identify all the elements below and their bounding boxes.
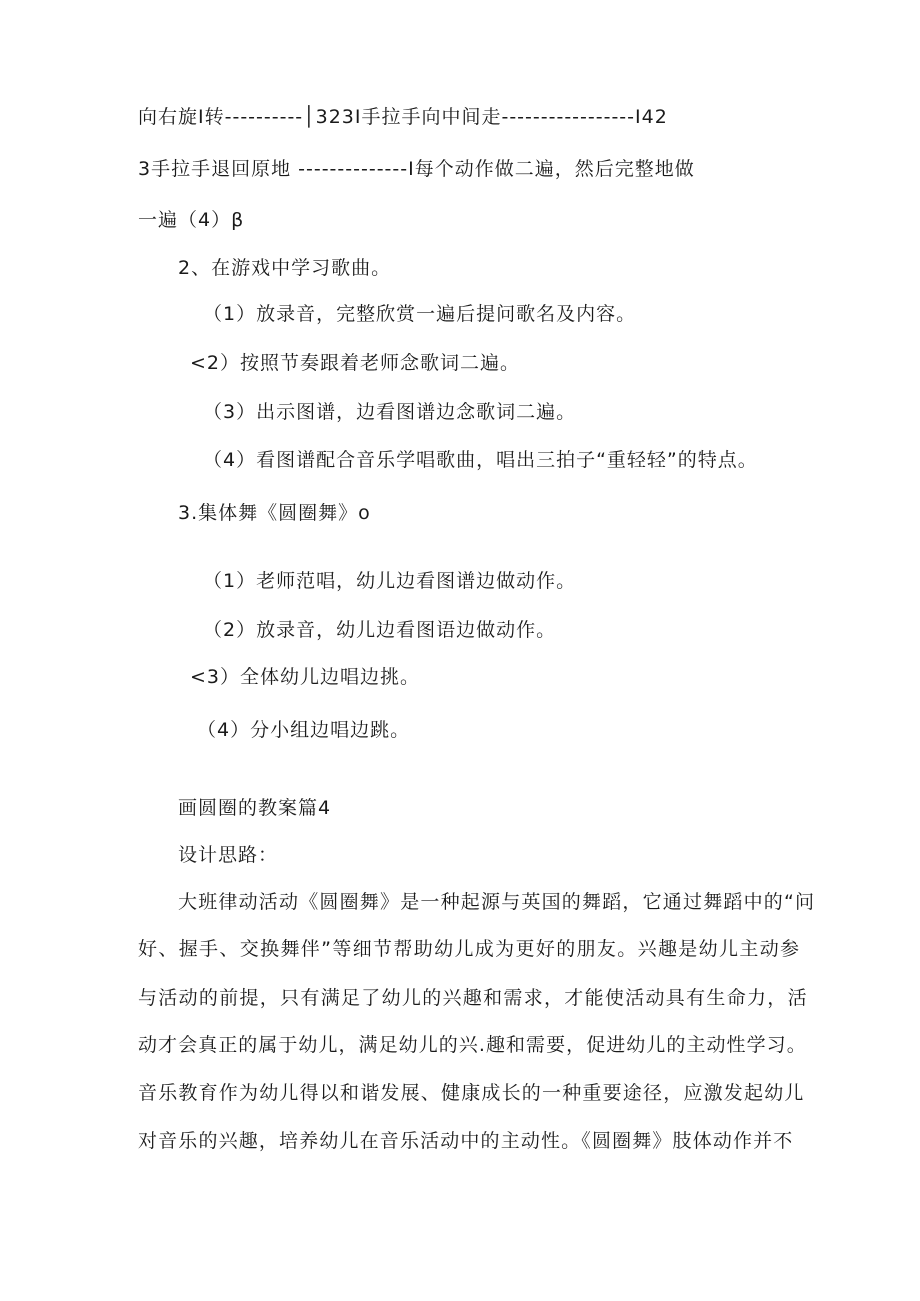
paragraph-line: 与活动的前提，只有满足了幼儿的兴趣和需求，才能使活动具有生命力，活	[138, 987, 808, 1009]
list-item: （2）放录音，幼儿边看图语边做动作。	[203, 619, 557, 641]
list-item: （1）放录音，完整欣赏一遍后提问歌名及内容。	[203, 303, 637, 325]
paragraph-line: 大班律动活动《圆圈舞》是一种起源与英国的舞蹈，它通过舞蹈中的“问	[178, 891, 816, 913]
subheading: 设计思路：	[178, 844, 279, 866]
paragraph-line: 音乐教育作为幼儿得以和谐发展、健康成长的一种重要途径，应激发起幼儿	[138, 1082, 805, 1104]
text-line: 3手拉手退回原地 --------------I每个动作做二遍，然后完整地做	[138, 158, 695, 180]
paragraph-line: 好、握手、交换舞伴”等细节帮助幼儿成为更好的朋友。兴趣是幼儿主动参	[138, 938, 801, 960]
list-item: （4）看图谱配合音乐学唱歌曲，唱出三拍子“重轻轻”的特点。	[203, 449, 758, 471]
list-item: <3）全体幼儿边唱边挑。	[190, 666, 421, 688]
list-item: （4）分小组边唱边跳。	[197, 719, 411, 741]
list-item: （3）出示图谱，边看图谱边念歌词二遍。	[203, 401, 577, 423]
section-heading: 2、在游戏中学习歌曲。	[178, 257, 392, 279]
paragraph-line: 对音乐的兴趣，培养幼儿在音乐活动中的主动性。《圆圈舞》肢体动作并不	[138, 1130, 794, 1152]
section-heading: 3.集体舞《圆圈舞》o	[178, 502, 371, 524]
text-line: 一遍（4）β	[138, 209, 245, 231]
list-item: （1）老师范唱，幼儿边看图谱边做动作。	[203, 570, 577, 592]
paragraph-line: 动才会真正的属于幼儿，满足幼儿的兴.趣和需要，促进幼儿的主动性学习。	[138, 1034, 807, 1056]
article-title: 画圆圈的教案篇4	[178, 797, 332, 819]
list-item: <2）按照节奏跟着老师念歌词二遍。	[190, 352, 521, 374]
text-line: 向右旋I转----------│323I手拉手向中间走-----------------I42	[138, 106, 668, 128]
